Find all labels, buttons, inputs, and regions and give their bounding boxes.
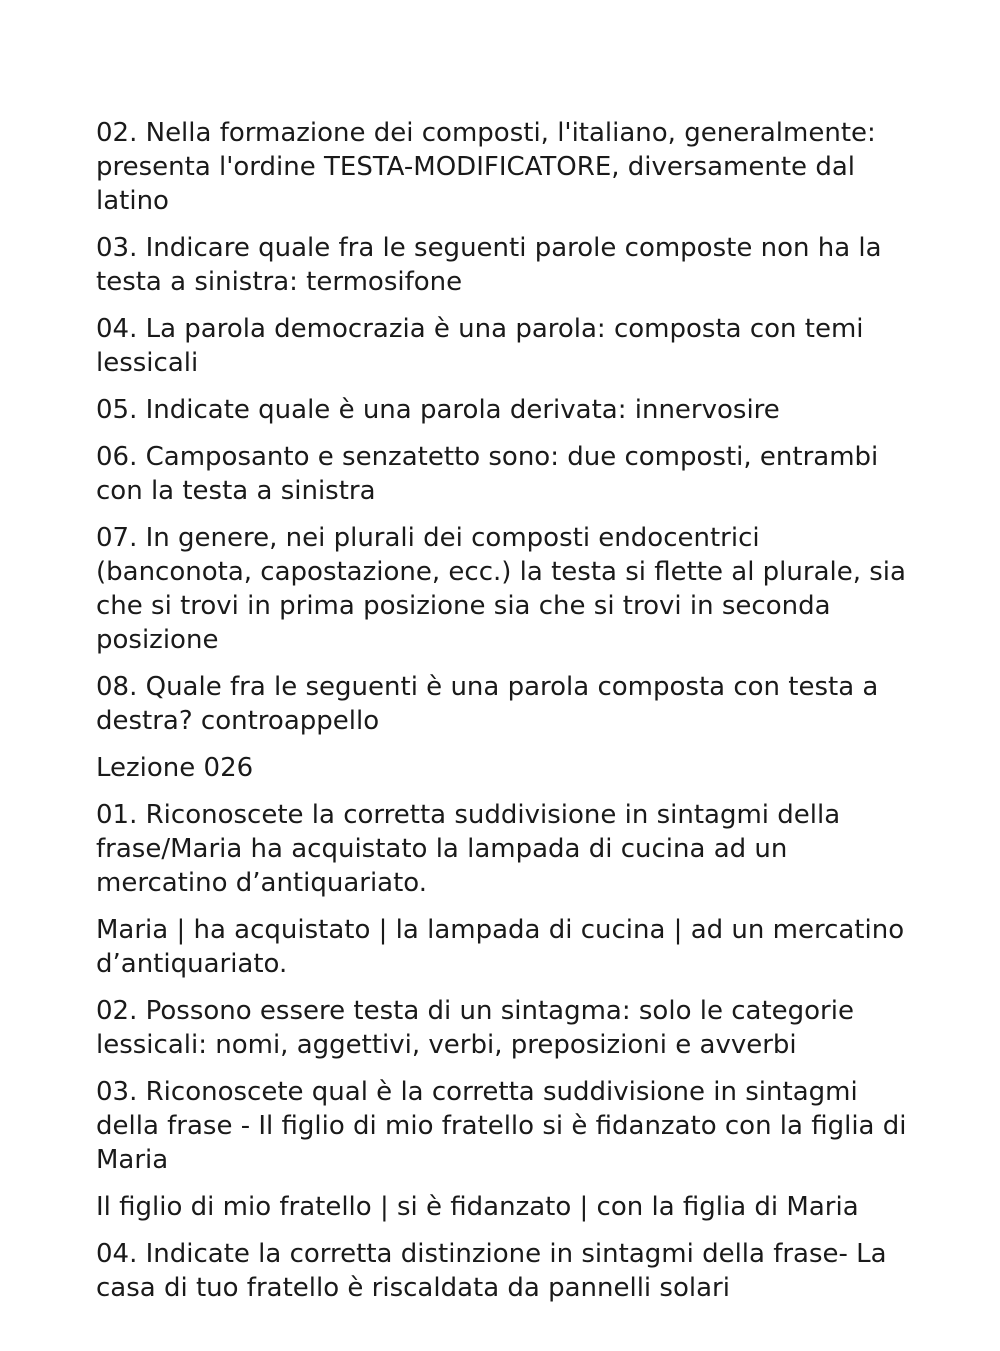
question-04: 04. La parola democrazia è una parola: composta con temi lessicali	[96, 314, 864, 378]
lesson-heading: Lezione 026	[96, 753, 254, 783]
question-06: 06. Camposanto e senzatetto sono: due composti, entrambi con la testa a sinistra	[96, 442, 879, 506]
question-08: 08. Quale fra le seguenti è una parola composta con testa a destra? controappello	[96, 672, 879, 736]
lesson26-question-04: 04. Indicate la corretta distinzione in sintagmi della frase- La casa di tuo fratello è riscaldata da pannelli solari	[96, 1239, 887, 1303]
lesson26-question-02: 02. Possono essere testa di un sintagma: solo le categorie lessicali: nomi, aggettivi, verbi, preposizioni e avverbi	[96, 996, 854, 1060]
question-02: 02. Nella formazione dei composti, l'italiano, generalmente: presenta l'ordine TESTA-MODIFICATORE, diversamente dal latino	[96, 118, 876, 216]
lesson26-answer-01: Maria | ha acquistato | la lampada di cucina | ad un mercatino d’antiquariato.	[96, 915, 905, 979]
lesson26-answer-03: Il figlio di mio fratello | si è fidanzato | con la figlia di Maria	[96, 1192, 859, 1222]
lesson26-question-01: 01. Riconoscete la corretta suddivisione in sintagmi della frase/Maria ha acquistato la lampada di cucina ad un mercatino d’antiquariato.	[96, 800, 841, 898]
question-07: 07. In genere, nei plurali dei composti endocentrici (banconota, capostazione, ecc.) la testa si flette al plurale, sia che si trovi in prima posizione sia che si trovi in seconda posizione	[96, 523, 906, 655]
document-page	[96, 116, 912, 1318]
question-03: 03. Indicare quale fra le seguenti parole composte non ha la testa a sinistra: termosifone	[96, 233, 882, 297]
question-05: 05. Indicate quale è una parola derivata: innervosire	[96, 395, 780, 425]
lesson26-question-03: 03. Riconoscete qual è la corretta suddivisione in sintagmi della frase - Il figlio di mio fratello si è fidanzato con la figlia di Maria	[96, 1077, 907, 1175]
